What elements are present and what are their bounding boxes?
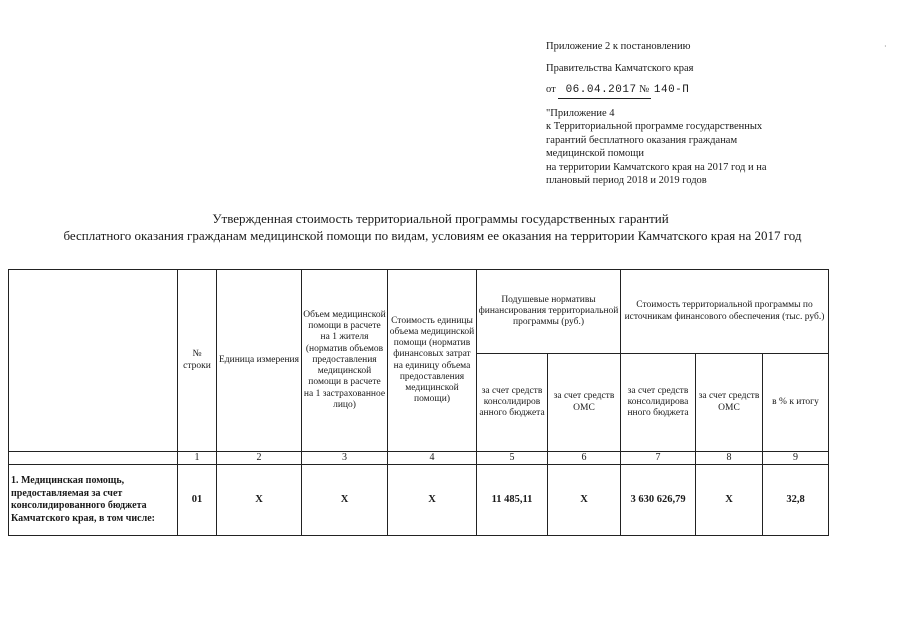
decree-date-underline [558,83,651,99]
document-title-line-1: Утвержденная стоимость территориальной программы государственных гарантий [212,211,669,226]
column-number-row [9,452,829,465]
decree-number-sign: № [639,84,650,95]
decree-prefix: от [546,84,556,95]
header-pc-oms: за счет средств ОМС [548,354,621,452]
header-cost-oms: за счет средств ОМС [696,354,763,452]
column-number: 9 [763,452,829,465]
appendix-4-line-2: гарантий бесплатного оказания гражданам [546,134,738,146]
appendix-4-title: "Приложение 4 [546,107,615,119]
row-number: 01 [178,465,217,536]
column-number-blank [9,452,178,465]
column-number: 7 [621,452,696,465]
decree-number: 140-П [653,84,690,96]
header-cost-group: Стоимость территориальной программы по источникам финансового обеспечения (тыс. руб.) [621,270,829,354]
header-pc-budget: за счет средств консолидиров анного бюджета [477,354,548,452]
appendix-line-1: Приложение 2 к постановлению [546,41,691,52]
column-number: 8 [696,452,763,465]
header-row-no: № строки [178,270,217,452]
column-number: 4 [388,452,477,465]
appendix-4-line-5: плановый период 2018 и 2019 годов [546,175,707,186]
decree-date: 06.04.2017 [565,84,637,96]
decree-line [546,83,876,99]
header-unit: Единица измерения [217,270,302,452]
appendix-line-2: Правительства Камчатского края [546,62,694,74]
appendix-4-line-3: медицинской помощи [546,148,644,159]
appendix-4-line-1: к Территориальной программе государственных [546,121,763,132]
appendix-block [546,40,876,188]
column-number: 3 [302,452,388,465]
header-volume: Объем медицинской помощи в расчете на 1 жителя (норматив объемов предоставления медицинской помощи в расчете на 1 застрахованное лицо) [302,270,388,452]
column-number: 2 [217,452,302,465]
row-cost-budget: 3 630 626,79 [621,465,696,536]
header-cost-budget: за счет средств консолидирова нного бюджета [621,354,696,452]
cost-table [8,269,829,536]
row-label: 1. Медицинская помощь, предоставляемая за счет консолидированного бюджета Камчатского края, в том числе: [9,465,178,536]
row-unit: Х [217,465,302,536]
appendix-4-line-4: на территории Камчатского края на 2017 год и на [546,161,767,173]
row-volume: Х [302,465,388,536]
header-cost-pct: в % к итогу [763,354,829,452]
header-unit-cost: Стоимость единицы объема медицинской помощи (норматив финансовых затрат на единицу объема предоставления медицинской помощи) [388,270,477,452]
row-cost-oms: Х [696,465,763,536]
row-pc-budget: 11 485,11 [477,465,548,536]
document-title-line-2: бесплатного оказания гражданам медицинской помощи по видам, условиям ее оказания на территории Камчатского края на 2017 год [63,228,802,243]
row-pc-oms: Х [548,465,621,536]
scan-mark: · [884,42,887,51]
column-number: 6 [548,452,621,465]
header-name-column [9,270,178,452]
row-unit-cost: Х [388,465,477,536]
column-number: 1 [178,452,217,465]
table-row [9,465,829,536]
row-cost-pct: 32,8 [763,465,829,536]
header-per-capita-group: Подушевые нормативы финансирования территориальной программы (руб.) [477,270,621,354]
column-number: 5 [477,452,548,465]
